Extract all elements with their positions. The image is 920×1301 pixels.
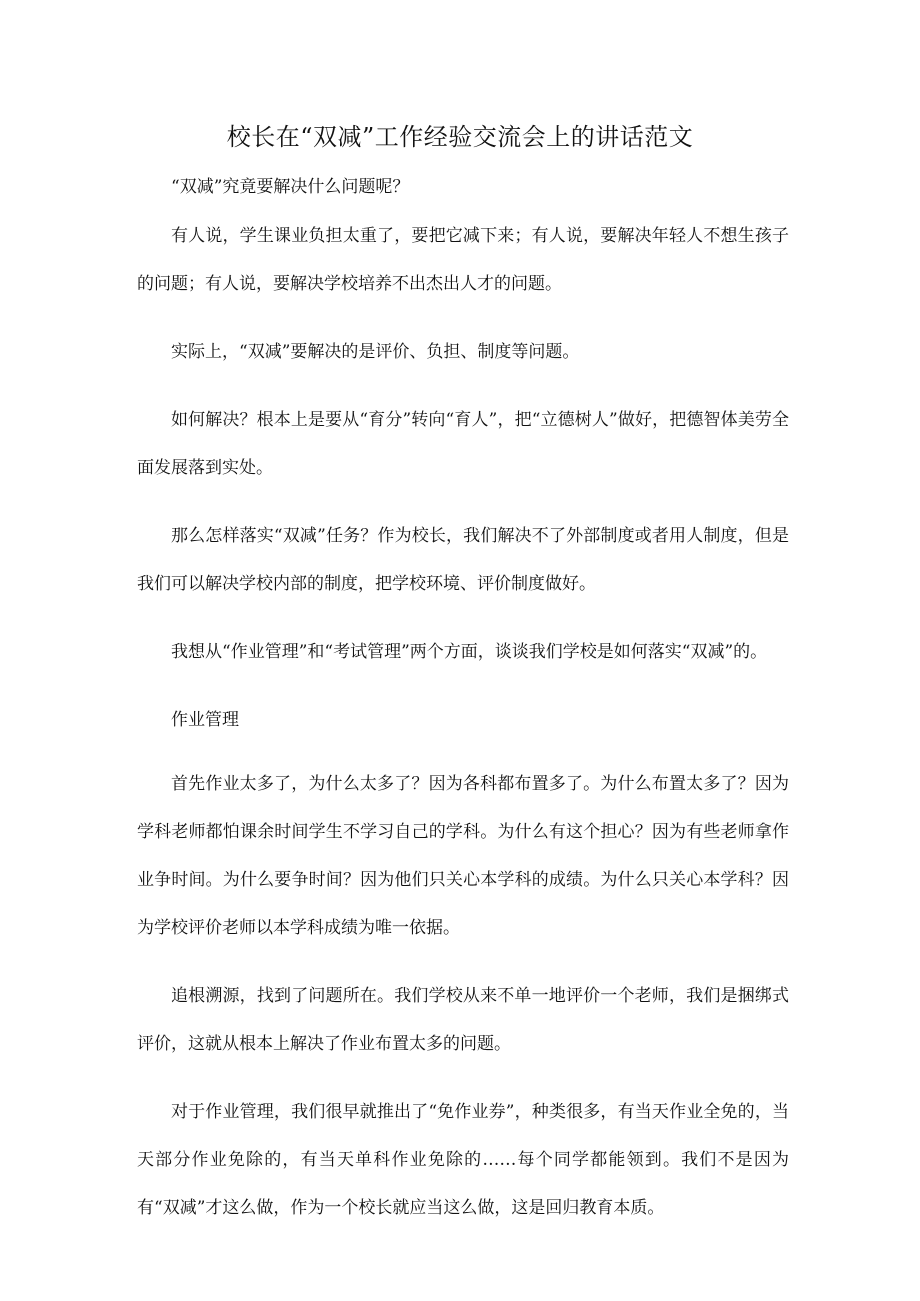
document-title: 校长在“双减”工作经验交流会上的讲话范文 <box>226 123 694 151</box>
paragraph: 首先作业太多了，为什么太多了？因为各科都布置多了。为什么布置太多了？因为学科老师都怕课余时间学生不学习自己的学科。为什么有这个担心？因为有些老师拿作业争时间。为什么要争时间？因为他们只关心本学科的成绩。为什么只关心本学科？因为学校评价老师以本学科成绩为唯一依据。 <box>137 774 789 938</box>
paragraph: 追根溯源，找到了问题所在。我们学校从来不单一地评价一个老师，我们是捆绑式评价，这就从根本上解决了作业布置太多的问题。 <box>137 986 789 1054</box>
paragraph: 那么怎样落实“双减”任务？作为校长，我们解决不了外部制度或者用人制度，但是我们可以解决学校内部的制度，把学校环境、评价制度做好。 <box>137 526 789 594</box>
paragraph: 有人说，学生课业负担太重了，要把它减下来；有人说，要解决年轻人不想生孩子的问题；有人说，要解决学校培养不出杰出人才的问题。 <box>137 226 789 294</box>
paragraph-question: “双减”究竟要解决什么问题呢？ <box>171 177 410 197</box>
paragraph: 对于作业管理，我们很早就推出了“免作业券”，种类很多，有当天作业全免的，当天部分作业免除的，有当天单科作业免除的……每个同学都能领到。我们不是因为有“双减”才这么做，作为一个校长就应当这么做，这是回归教育本质。 <box>137 1102 789 1218</box>
paragraph: 实际上，“双减”要解决的是评价、负担、制度等问题。 <box>171 342 580 362</box>
paragraph: 如何解决？根本上是要从“育分”转向“育人”，把“立德树人”做好，把德智体美劳全面发展落到实处。 <box>137 410 789 478</box>
document-body <box>137 172 789 1252</box>
paragraph: 我想从“作业管理”和“考试管理”两个方面，谈谈我们学校是如何落实“双减”的。 <box>171 642 768 662</box>
section-heading: 作业管理 <box>171 710 239 730</box>
